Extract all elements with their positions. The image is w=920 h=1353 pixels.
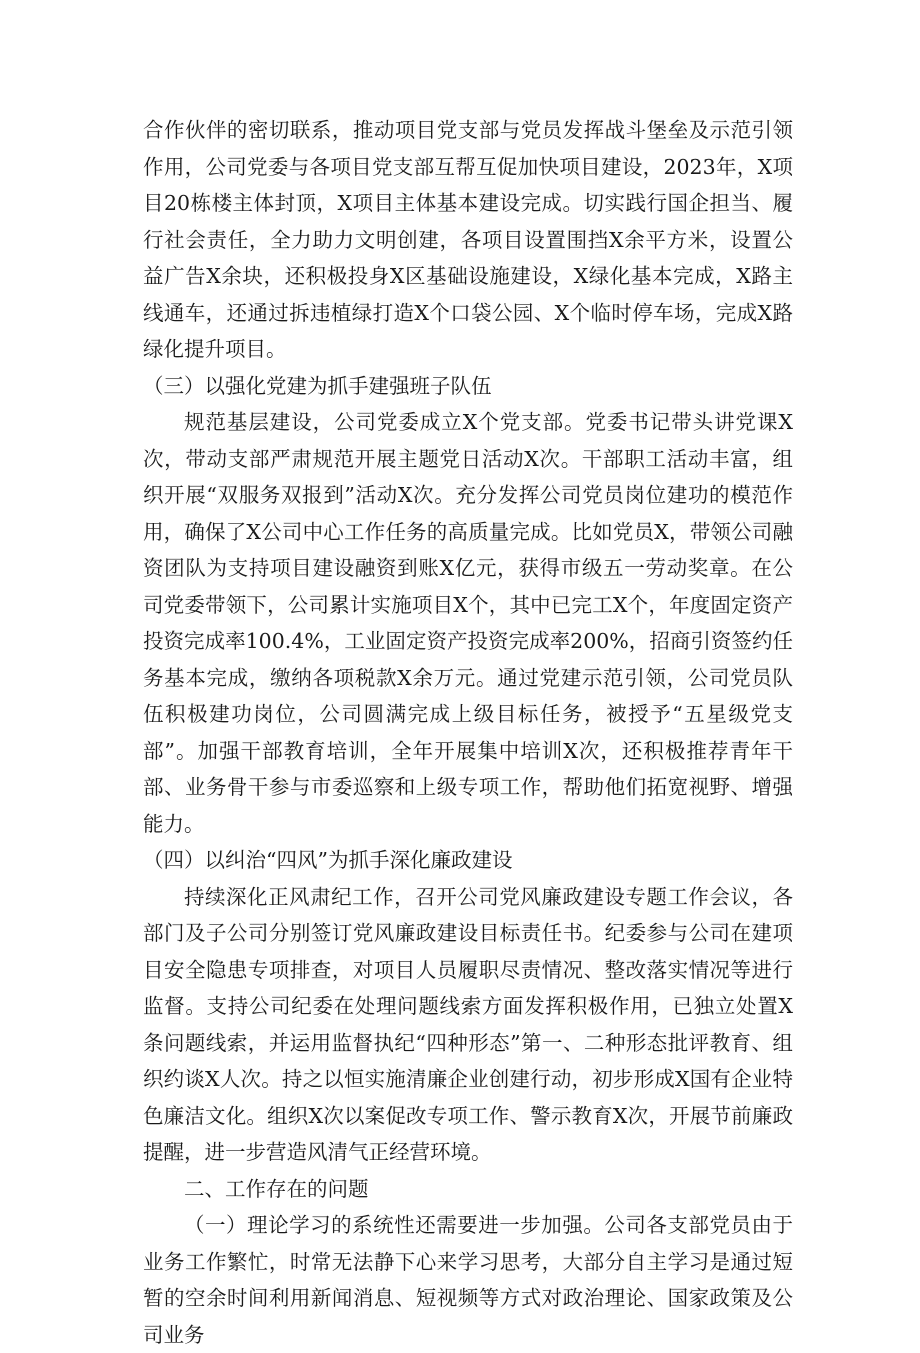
document-body [143,112,793,1353]
section-heading: 二、工作存在的问题 [184,1176,369,1201]
body-paragraph-continued: 合作伙伴的密切联系，推动项目党支部与党员发挥战斗堡垒及示范引领作用，公司党委与各项目党支部互帮互促加快项目建设，2023年，X项目20栋楼主体封顶，X项目主体基本建设完成。切实践行国企担当、履行社会责任，全力助力文明创建，各项目设置围挡X余平方米，设置公益广告X余块，还积极投身X区基础设施建设，X绿化基本完成，X路主线通车，还通过拆违植绿打造X个口袋公园、X个临时停车场，完成X路绿化提升项目。 [143,118,793,361]
body-paragraph: 规范基层建设，公司党委成立X个党支部。党委书记带头讲党课X次，带动支部严肃规范开展主题党日活动X次。干部职工活动丰富，组织开展“双服务双报到”活动X次。充分发挥公司党员岗位建功的模范作用，确保了X公司中心工作任务的高质量完成。比如党员X，带领公司融资团队为支持项目建设融资到账X亿元，获得市级五一劳动奖章。在公司党委带领下，公司累计实施项目X个，其中已完工X个，年度固定资产投资完成率100.4%，工业固定资产投资完成率200%，招商引资签约任务基本完成，缴纳各项税款X余万元。通过党建示范引领，公司党员队伍积极建功岗位，公司圆满完成上级目标任务，被授予“五星级党支部”。加强干部教育培训，全年开展集中培训X次，还积极推荐青年干部、业务骨干参与市委巡察和上级专项工作，帮助他们拓宽视野、增强能力。 [143,410,793,836]
body-paragraph: （一）理论学习的系统性还需要进一步加强。公司各支部党员由于业务工作繁忙，时常无法静下心来学习思考，大部分自主学习是通过短暂的空余时间利用新闻消息、短视频等方式对政治理论、国家政策及公司业务 [143,1213,793,1347]
subheading-four: （四）以纠治“四风”为抓手深化廉政建设 [143,848,513,872]
subheading-three: （三）以强化党建为抓手建强班子队伍 [143,373,492,398]
body-paragraph: 持续深化正风肃纪工作，召开公司党风廉政建设专题工作会议，各部门及子公司分别签订党风廉政建设目标责任书。纪委参与公司在建项目安全隐患专项排查，对项目人员履职尽责情况、整改落实情况等进行监督。支持公司纪委在处理问题线索方面发挥积极作用，已独立处置X条问题线索，并运用监督执纪“四种形态”第一、二种形态批评教育、组织约谈X人次。持之以恒实施清廉企业创建行动，初步形成X国有企业特色廉洁文化。组织X次以案促改专项工作、警示教育X次，开展节前廉政提醒，进一步营造风清气正经营环境。 [143,884,793,1164]
